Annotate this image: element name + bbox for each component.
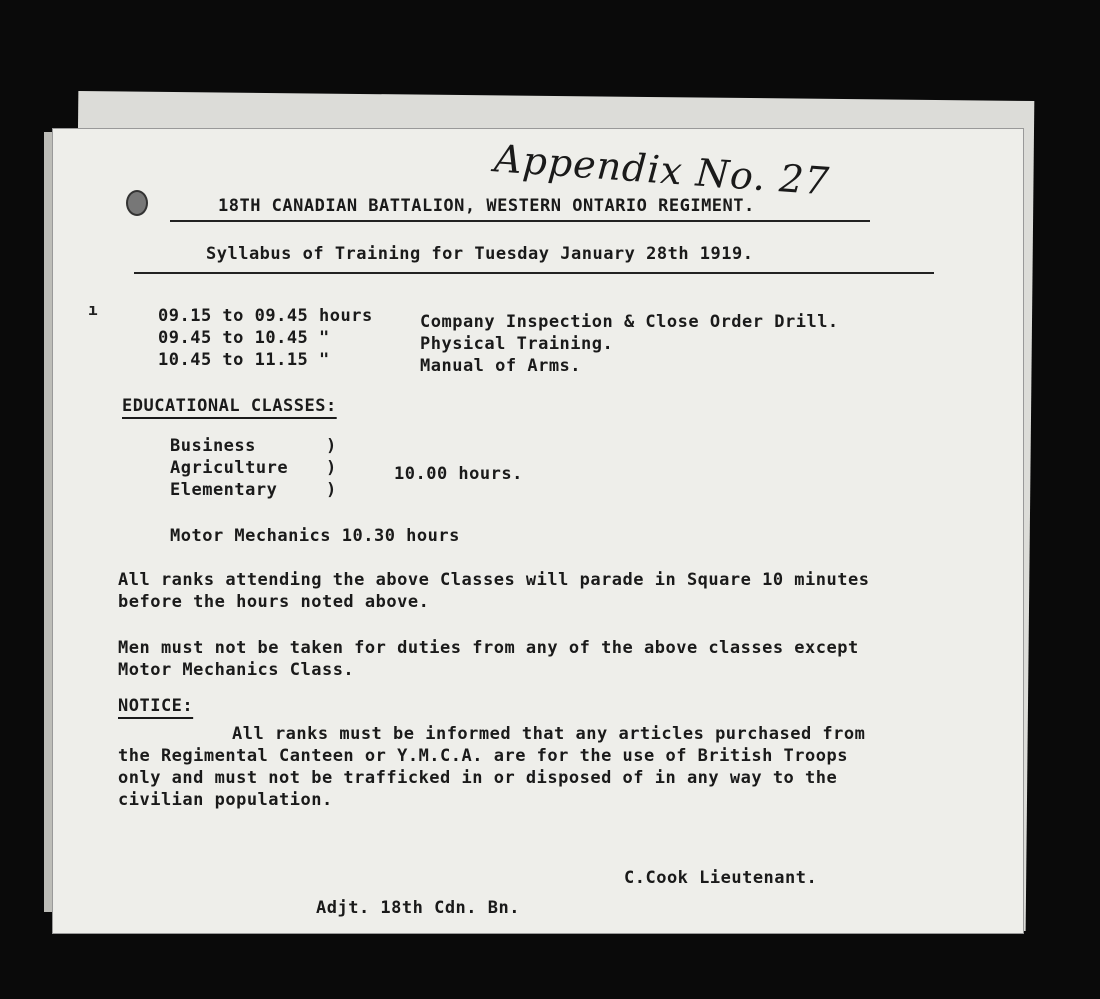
notice-line: All ranks must be informed that any articles purchased from [232,724,866,744]
class-time: 10.00 hours. [394,464,523,484]
class-name: Elementary [170,480,278,500]
paragraph-line: Motor Mechanics Class. [118,660,355,680]
schedule-time: 09.15 to 09.45 hours [158,306,373,326]
class-brace: ) [326,458,337,478]
class-name: Business [170,436,256,456]
class-name: Agriculture [170,458,289,478]
schedule-activity: Manual of Arms. [420,356,582,376]
schedule-activity: Company Inspection & Close Order Drill. [420,312,839,332]
signature-title: Adjt. 18th Cdn. Bn. [316,898,520,918]
title-rule [170,220,870,222]
paragraph-line: Men must not be taken for duties from any of the above classes except [118,638,859,658]
class-brace: ) [326,436,337,456]
notice-line: civilian population. [118,790,333,810]
paragraph-line: All ranks attending the above Classes will parade in Square 10 minutes [118,570,870,590]
schedule-time: 10.45 to 11.15 " [158,350,330,370]
appendix-annotation: Appendix No. 27 [492,136,832,204]
schedule-activity: Physical Training. [420,334,614,354]
document-title: 18TH CANADIAN BATTALION, WESTERN ONTARIO REGIMENT. [218,196,755,216]
punch-hole [126,190,148,216]
margin-mark: ı [88,300,98,319]
document-subtitle: Syllabus of Training for Tuesday January 28th 1919. [206,244,754,264]
subtitle-rule [134,272,934,274]
motor-mechanics-line: Motor Mechanics 10.30 hours [170,526,460,546]
notice-line: only and must not be trafficked in or disposed of in any way to the [118,768,838,788]
signature-name: C.Cook Lieutenant. [624,868,818,888]
notice-heading: NOTICE: [118,696,194,716]
schedule-time: 09.45 to 10.45 " [158,328,330,348]
educational-heading: EDUCATIONAL CLASSES: [122,396,337,416]
class-brace: ) [326,480,337,500]
paragraph-line: before the hours noted above. [118,592,430,612]
notice-line: the Regimental Canteen or Y.M.C.A. are for the use of British Troops [118,746,848,766]
